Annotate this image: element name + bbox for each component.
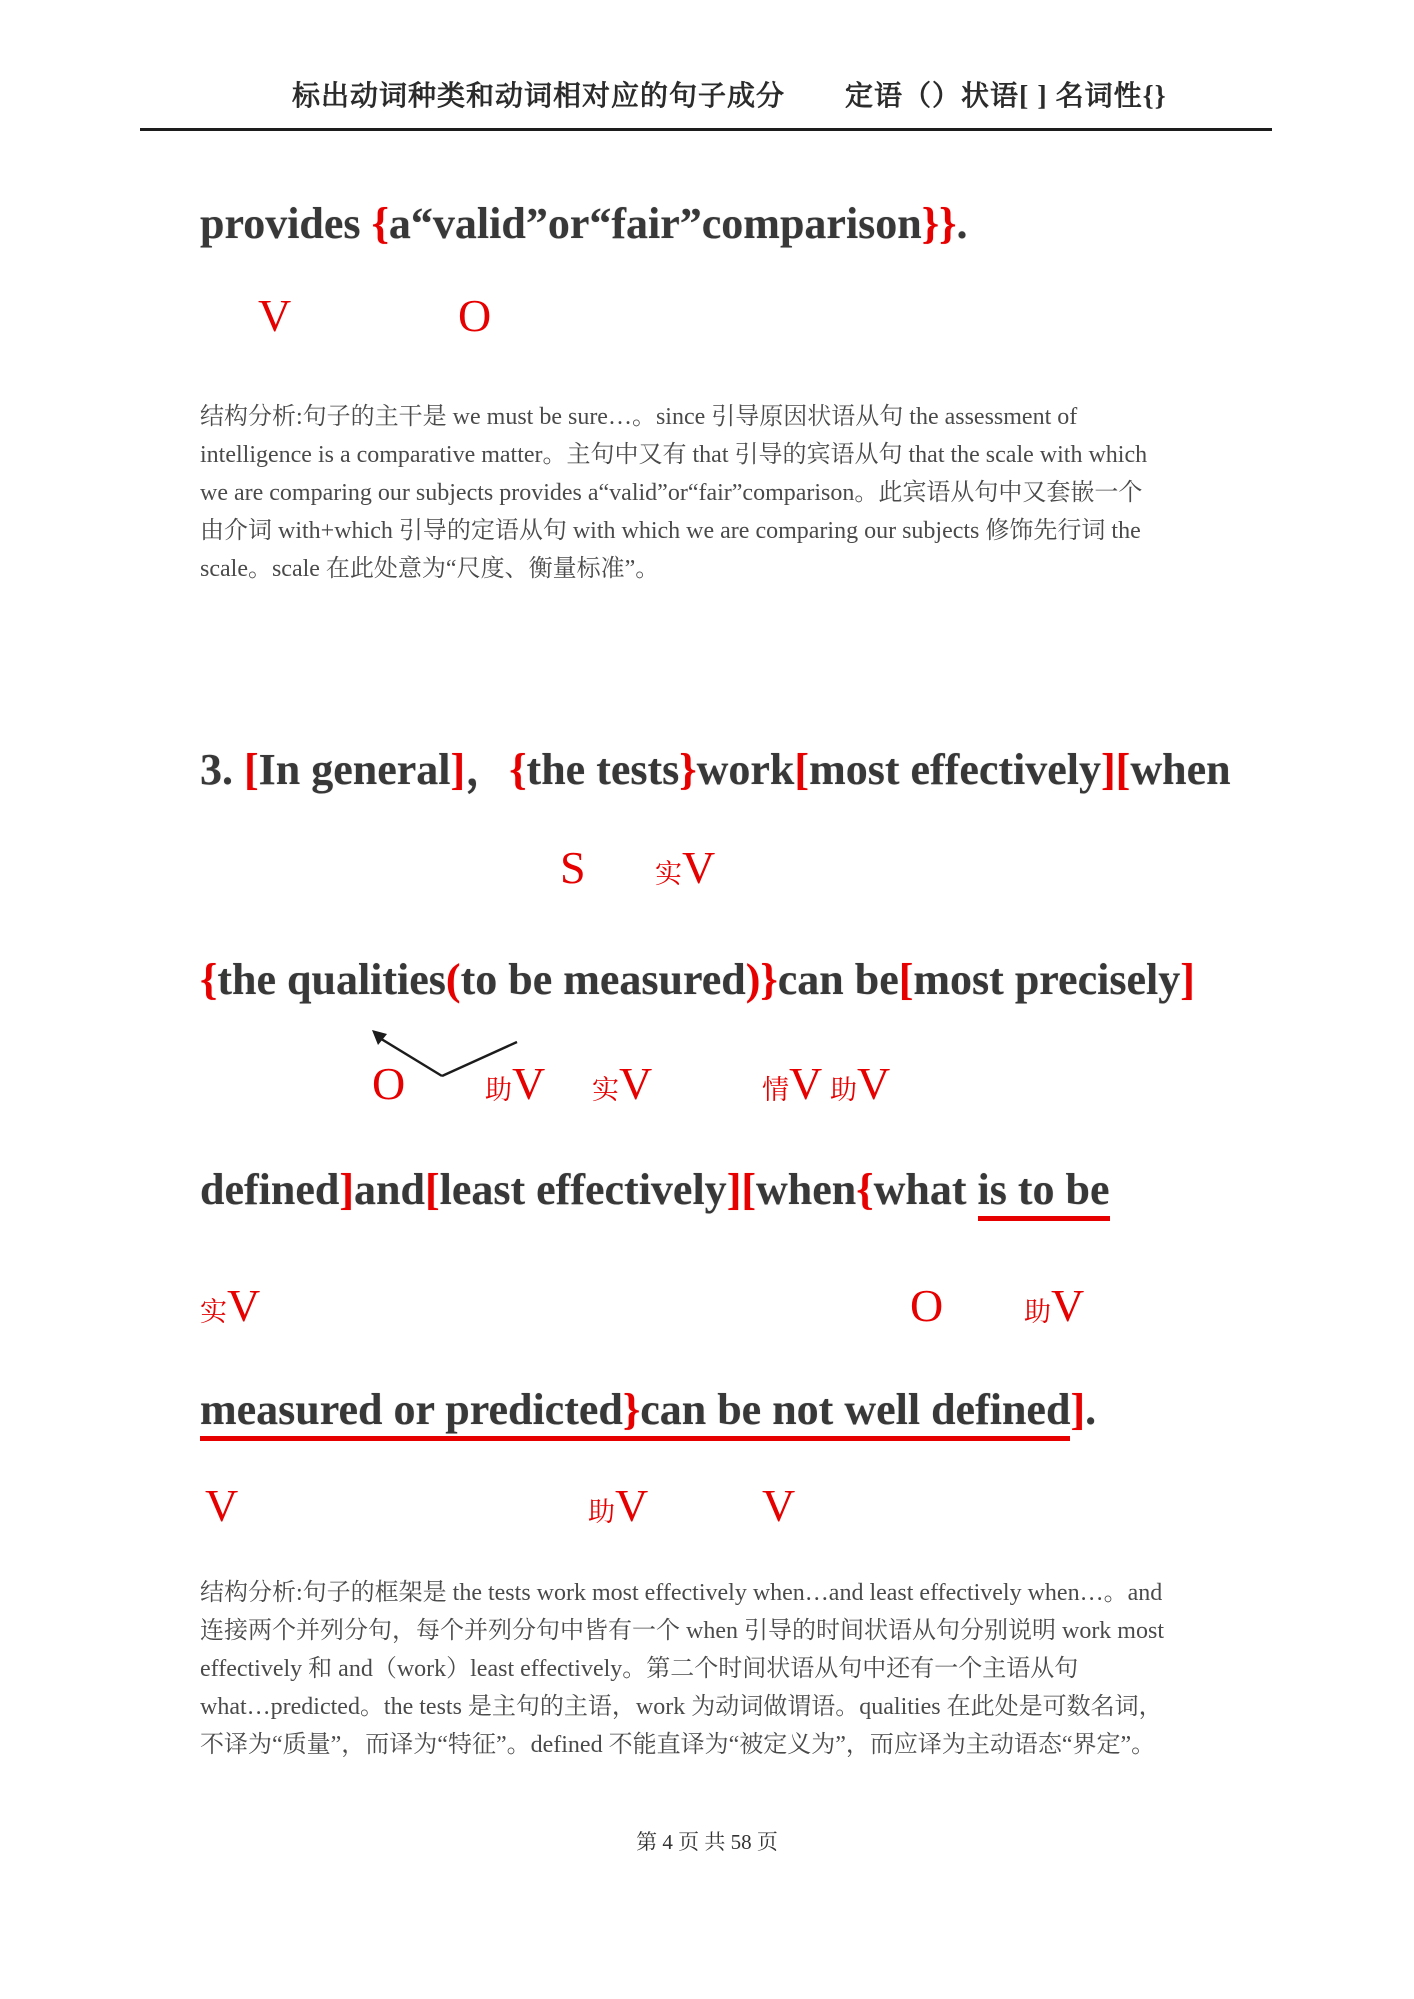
sentence-text: a“valid”or“fair”comparison: [388, 199, 922, 248]
bracket-mark: [: [794, 745, 810, 794]
bracket-mark: }: [679, 745, 697, 794]
grammar-marker: V: [205, 1480, 239, 1531]
bracket-mark: ): [745, 955, 761, 1004]
bracket-mark: [: [424, 1165, 440, 1214]
sentence-text: what: [873, 1165, 978, 1214]
sentence-text: measured or predicted: [200, 1385, 623, 1441]
sentence-text: work: [696, 745, 795, 794]
grammar-marker-prefix: 实: [655, 859, 682, 889]
grammar-marker: 助V: [588, 1480, 649, 1531]
header-rule: [140, 128, 1272, 131]
grammar-marker-row: [0, 1480, 1414, 1538]
header-annotation-legend: 定语（）状语[ ] 名词性{}: [845, 81, 1167, 112]
grammar-marker-prefix: 助: [485, 1075, 512, 1105]
sentence-text: In general: [258, 745, 451, 794]
analysis-line: 不译为“质量”，而译为“特征”。defined 不能直译为“被定义为”，而应译为主动语态“界定”。: [200, 1732, 1156, 1758]
grammar-marker-prefix: 助: [830, 1075, 857, 1105]
sentence-text: least effectively: [439, 1165, 727, 1214]
grammar-marker-row: [0, 1058, 1414, 1116]
grammar-marker-prefix: 助: [588, 1497, 615, 1527]
grammar-marker-prefix: 情: [762, 1075, 789, 1105]
analysis-line: we are comparing our subjects provides a“valid”or“fair”comparison。此宾语从句中又套嵌一个: [200, 480, 1143, 506]
sentence-text: .: [1085, 1385, 1097, 1434]
grammar-marker: S: [560, 842, 586, 893]
sentence-3-line-1: [200, 742, 1231, 798]
bracket-mark: }: [623, 1385, 640, 1441]
sentence-text: is to be: [978, 1165, 1110, 1221]
bracket-mark: ]: [450, 745, 466, 794]
analysis-line: effectively 和 and（work）least effectively。第二个时间状语从句中还有一个主语从句: [200, 1656, 1079, 1682]
grammar-marker: 助V: [485, 1058, 546, 1109]
bracket-mark: {: [371, 199, 389, 248]
grammar-marker: V: [762, 1480, 796, 1531]
bracket-mark: [: [898, 955, 914, 1004]
bracket-mark: ]: [726, 1165, 742, 1214]
analysis-paragraph-2: [200, 398, 1260, 588]
header-left-title: 标出动词种类和动词相对应的句子成分: [292, 81, 786, 112]
analysis-line: 由介词 with+which 引导的定语从句 with which we are comparing our subjects 修饰先行词 the: [200, 518, 1141, 544]
sentence-3-line-4: [200, 1382, 1096, 1438]
sentence-text: to be measured: [460, 955, 746, 1004]
grammar-marker: 情V: [762, 1058, 823, 1109]
bracket-mark: }}: [921, 199, 957, 248]
grammar-marker: 实V: [200, 1280, 261, 1331]
sentence-text: can be not well defined: [640, 1385, 1070, 1441]
grammar-marker: O: [458, 290, 492, 341]
sentence-text: most effectively: [809, 745, 1102, 794]
analysis-line: 结构分析:句子的框架是 the tests work most effectively when…and least effectively when…。and: [200, 1580, 1163, 1606]
sentence-text: the qualities: [217, 955, 446, 1004]
grammar-marker: 实V: [592, 1058, 653, 1109]
analysis-line: 结构分析:句子的主干是 we must be sure…。since 引导原因状语从句 the assessment of: [200, 404, 1078, 430]
bracket-mark: }: [760, 955, 778, 1004]
sentence-text: most precisely: [913, 955, 1181, 1004]
analysis-line: 连接两个并列分句，每个并列分句中皆有一个 when 引导的时间状语从句分别说明 work most: [200, 1618, 1164, 1644]
sentence-text: provides: [200, 199, 372, 248]
grammar-marker-row: [0, 1280, 1414, 1338]
sentence-text: 3.: [200, 745, 244, 794]
sentence-text: when: [1130, 745, 1231, 794]
analysis-line: what…predicted。the tests 是主句的主语，work 为动词做谓语。qualities 在此处是可数名词，: [200, 1694, 1163, 1720]
bracket-mark: ]: [1101, 745, 1116, 794]
grammar-marker-row: [0, 290, 1414, 348]
analysis-paragraph-3: [200, 1574, 1260, 1764]
sentence-text: defined: [200, 1165, 340, 1214]
bracket-mark: [: [1115, 745, 1131, 794]
grammar-marker-row: [0, 842, 1414, 900]
sentence-3-line-2: [200, 952, 1195, 1008]
sentence-text: and: [354, 1165, 425, 1214]
grammar-marker: V: [258, 290, 292, 341]
bracket-mark: {: [856, 1165, 874, 1214]
grammar-marker-prefix: 实: [200, 1297, 227, 1327]
bracket-mark: ]: [1180, 955, 1195, 1004]
bracket-mark: (: [445, 955, 461, 1004]
bracket-mark: ]: [339, 1165, 355, 1214]
analysis-line: intelligence is a comparative matter。主句中又有 that 引导的宾语从句 that the scale with which: [200, 442, 1148, 468]
grammar-marker: O: [372, 1058, 406, 1109]
grammar-marker: 实V: [655, 842, 716, 893]
grammar-marker-prefix: 实: [592, 1075, 619, 1105]
sentence-3-line-3: [200, 1162, 1110, 1218]
sentence-text: the tests: [526, 745, 680, 794]
bracket-mark: {: [509, 745, 527, 794]
sentence-2-tail-line: [200, 196, 967, 252]
page-number: 第 4 页 共 58 页: [636, 1830, 778, 1854]
sentence-text: .: [956, 199, 968, 248]
sentence-text: can be: [777, 955, 899, 1004]
grammar-marker: 助V: [1024, 1280, 1085, 1331]
bracket-mark: [: [741, 1165, 756, 1214]
analysis-line: scale。scale 在此处意为“尺度、衡量标准”。: [200, 556, 660, 582]
bracket-mark: [: [244, 745, 259, 794]
sentence-text: when: [756, 1165, 857, 1214]
grammar-marker: O: [910, 1280, 944, 1331]
sentence-text: ，: [465, 745, 510, 794]
grammar-marker-prefix: 助: [1024, 1297, 1051, 1327]
bracket-mark: {: [200, 955, 218, 1004]
grammar-marker: 助V: [830, 1058, 891, 1109]
bracket-mark: ]: [1070, 1385, 1086, 1434]
